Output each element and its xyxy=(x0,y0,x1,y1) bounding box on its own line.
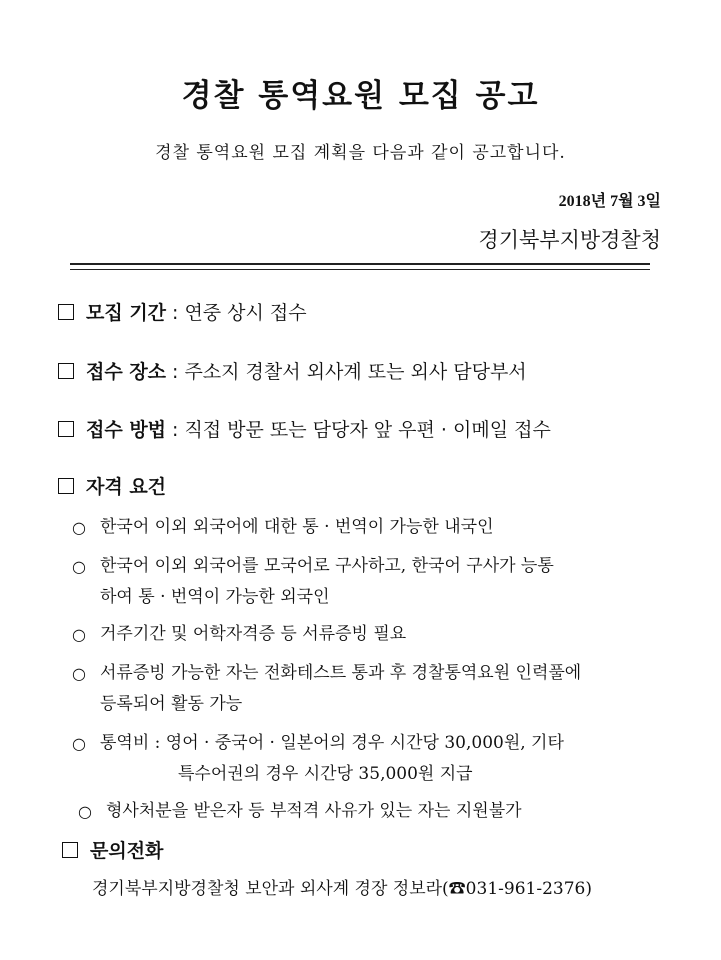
section-value: 연중 상시 접수 xyxy=(184,302,307,324)
section-label: 자격 요건 xyxy=(86,476,167,498)
qualification-text: 형사처분을 받은자 등 부적격 사유가 있는 자는 지원불가 xyxy=(106,801,522,821)
divider-thick xyxy=(70,263,650,265)
circle-bullet-icon: ○ xyxy=(72,734,86,753)
section-label: 모집 기간 xyxy=(86,302,167,324)
qualification-text: 한국어 이외 외국어에 대한 통 · 번역이 가능한 내국인 xyxy=(100,517,494,537)
qualification-item xyxy=(72,619,407,650)
qualification-text: 통역비 : 영어 · 중국어 · 일본어의 경우 시간당 30,000원, 기타 xyxy=(100,733,564,753)
checkbox-square-icon xyxy=(58,421,74,437)
qualification-item xyxy=(72,551,554,613)
qualification-text: 거주기간 및 어학자격증 등 서류증빙 필요 xyxy=(100,624,407,644)
section-value: 주소지 경찰서 외사계 또는 외사 담당부서 xyxy=(184,361,527,383)
checkbox-square-icon xyxy=(58,363,74,379)
section-recruit-period: 모집 기간 : 연중 상시 접수 xyxy=(58,298,307,325)
section-qualifications xyxy=(58,472,166,499)
qualification-item xyxy=(72,658,582,720)
qualification-item xyxy=(78,796,522,827)
qualification-text-continued: 등록되어 활동 가능 xyxy=(100,694,243,714)
circle-bullet-icon: ○ xyxy=(72,664,86,683)
circle-bullet-icon: ○ xyxy=(72,557,86,576)
qualification-text-continued: 특수어권의 경우 시간당 35,000원 지급 xyxy=(178,764,473,784)
announcement-date: 2018년 7월 3일 xyxy=(558,193,661,210)
section-application-method: 접수 방법 : 직접 방문 또는 담당자 앞 우편 · 이메일 접수 xyxy=(58,415,551,442)
issuing-organization: 경기북부지방경찰청 xyxy=(478,228,661,252)
announcement-subtitle: 경찰 통역요원 모집 계획을 다음과 같이 공고합니다. xyxy=(155,143,566,163)
qualification-text: 한국어 이외 외국어를 모국어로 구사하고, 한국어 구사가 능통 xyxy=(100,556,554,576)
page-title: 경찰 통역요원 모집 공고 xyxy=(181,78,540,114)
section-value: 직접 방문 또는 담당자 앞 우편 · 이메일 접수 xyxy=(184,419,551,441)
qualification-item xyxy=(72,512,494,543)
qualification-text: 서류증빙 가능한 자는 전화테스트 통과 후 경찰통역요원 인력풀에 xyxy=(100,663,582,683)
checkbox-square-icon xyxy=(62,842,78,858)
divider-thin xyxy=(70,269,650,270)
qualification-item xyxy=(72,728,564,790)
section-inquiry xyxy=(62,836,163,863)
circle-bullet-icon: ○ xyxy=(72,625,86,644)
circle-bullet-icon: ○ xyxy=(72,518,86,537)
section-label: 문의전화 xyxy=(90,840,164,862)
section-application-place: 접수 장소 : 주소지 경찰서 외사계 또는 외사 담당부서 xyxy=(58,357,527,384)
contact-info: 경기북부지방경찰청 보안과 외사계 경장 정보라(☎031-961-2376) xyxy=(92,879,592,899)
section-label: 접수 장소 xyxy=(86,361,167,383)
qualification-text-continued: 하여 통 · 번역이 가능한 외국인 xyxy=(100,587,330,607)
circle-bullet-icon: ○ xyxy=(78,802,92,821)
checkbox-square-icon xyxy=(58,304,74,320)
checkbox-square-icon xyxy=(58,478,74,494)
section-label: 접수 방법 xyxy=(86,419,167,441)
